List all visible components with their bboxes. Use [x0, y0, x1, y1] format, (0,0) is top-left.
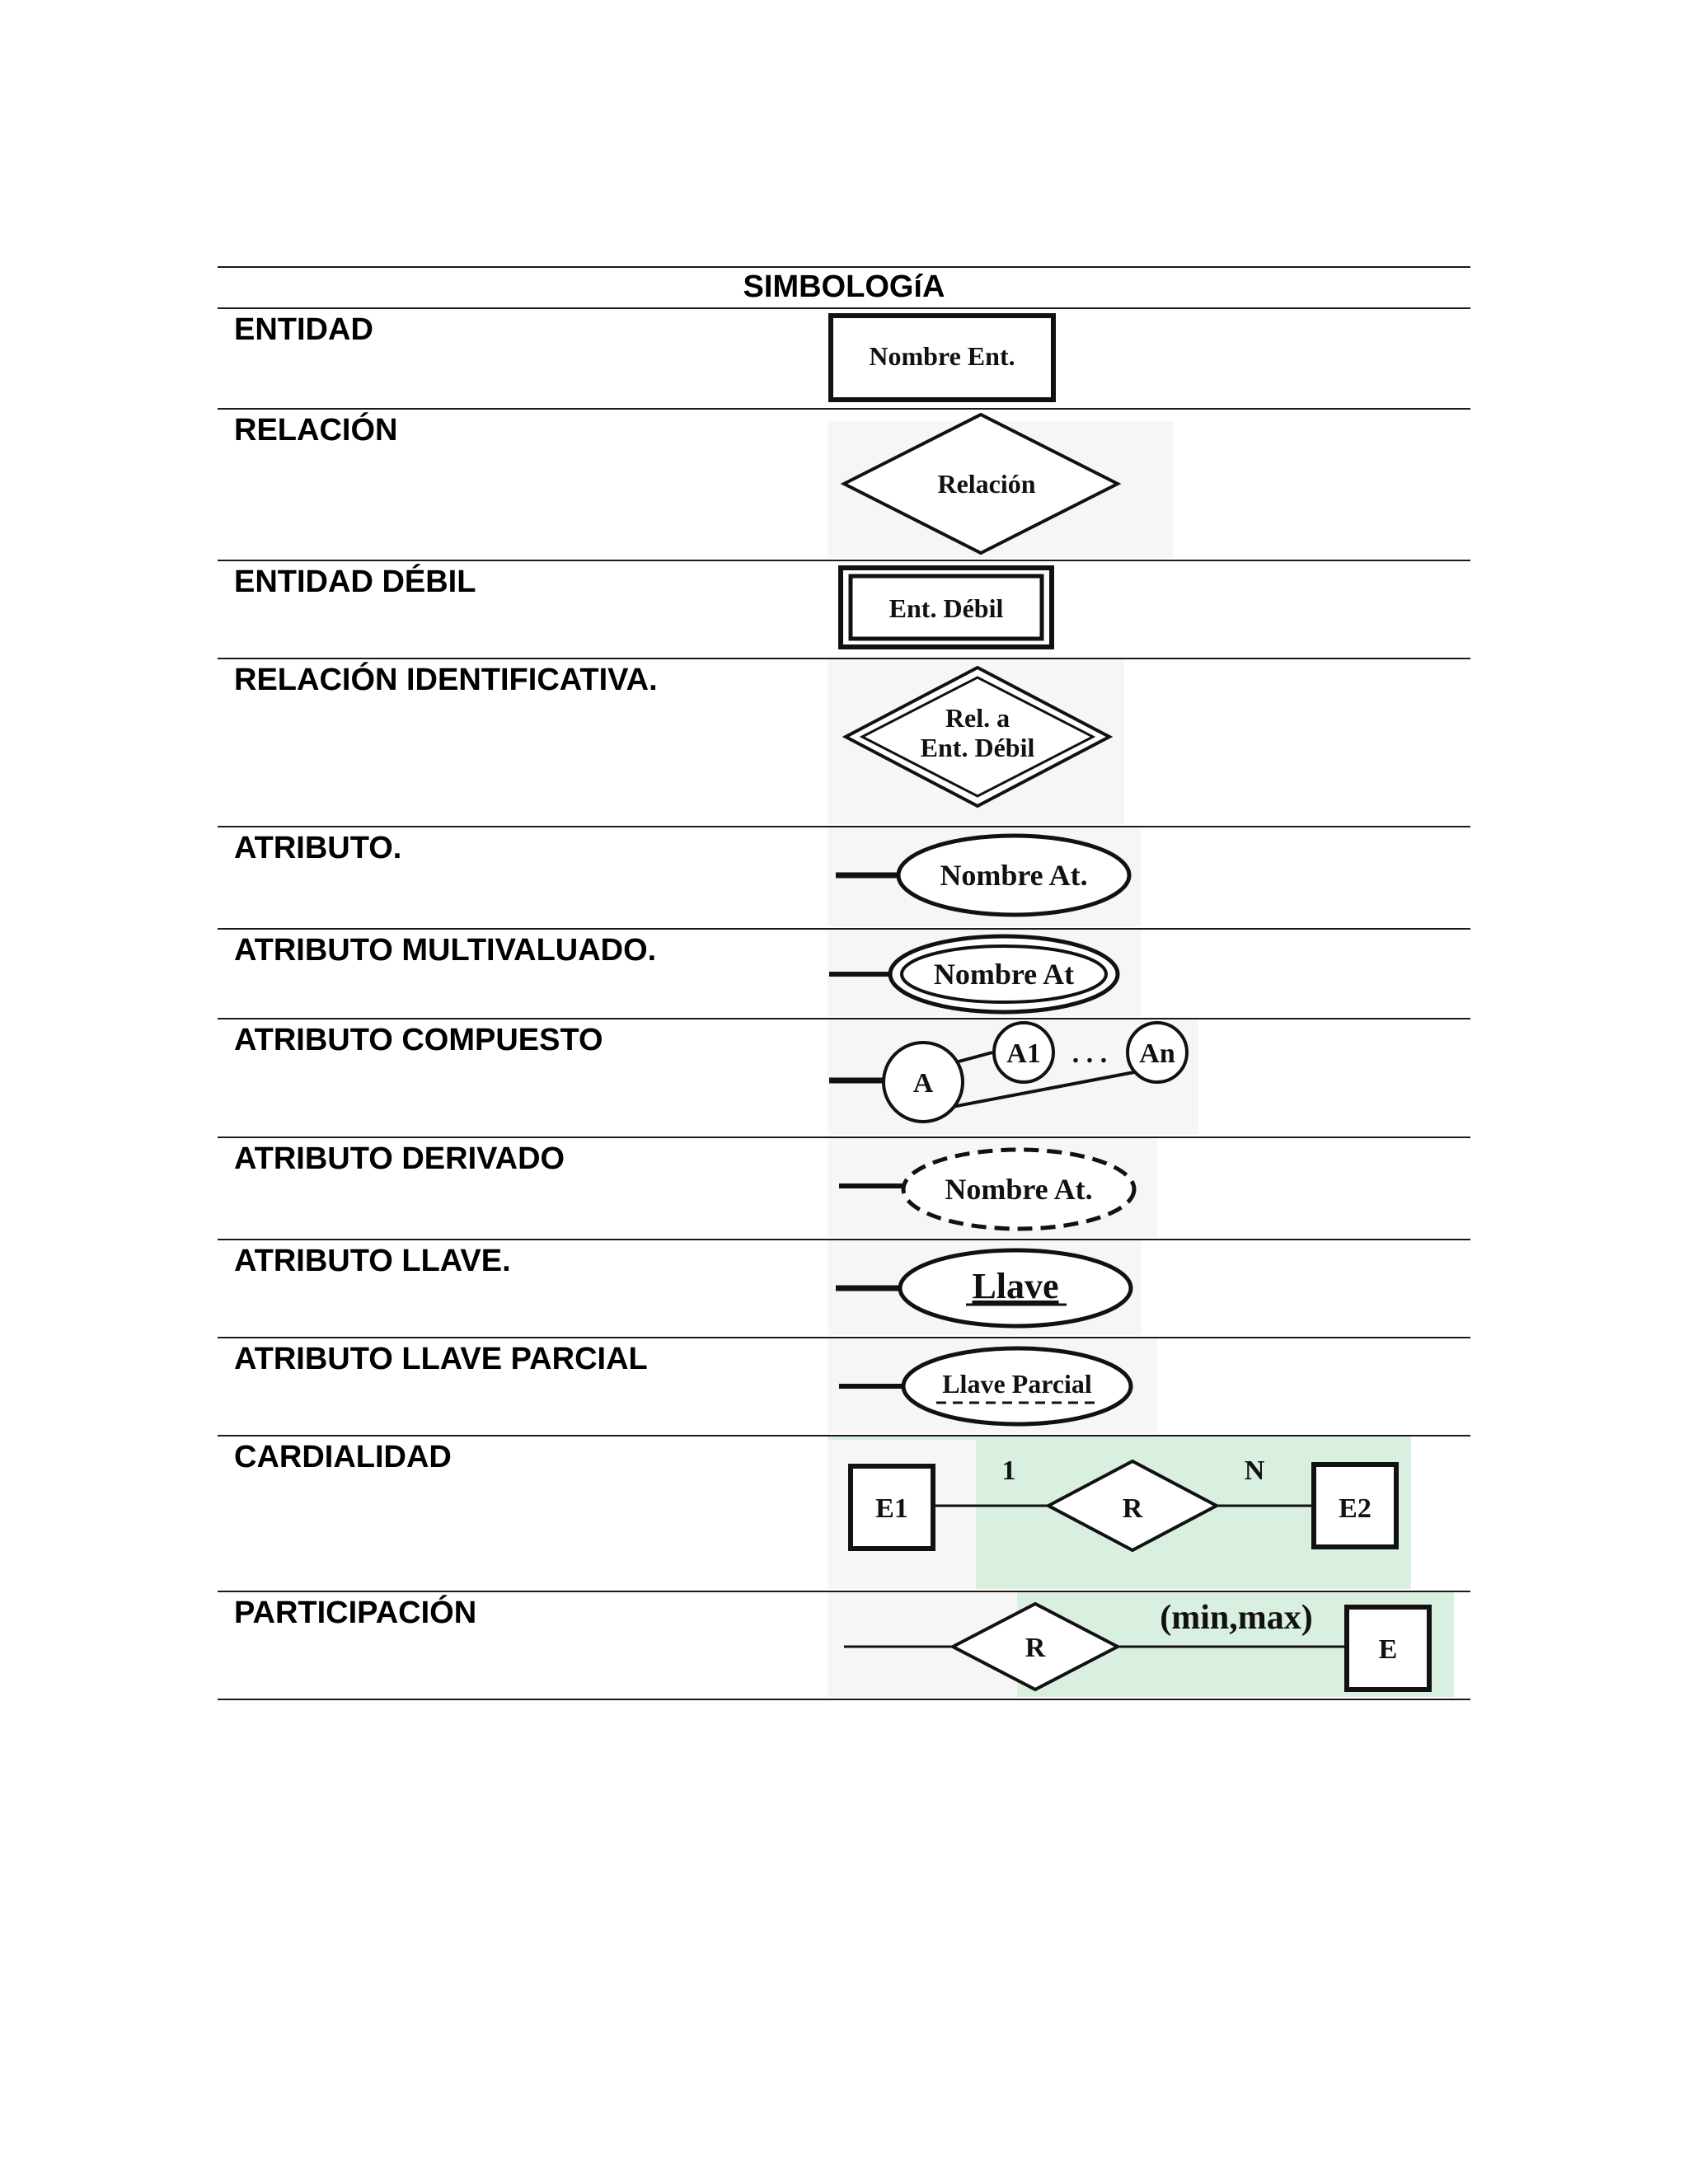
key-attribute-label: Llave [972, 1266, 1059, 1306]
table-row-atributo-multivaluado [218, 930, 1470, 1019]
weak-entity-symbol [828, 561, 1075, 660]
row-label: RELACIÓN [234, 413, 398, 448]
weak-entity-label: Ent. Débil [889, 593, 1004, 623]
relationship-label: Relación [937, 469, 1036, 499]
table-row-atributo-derivado [218, 1138, 1470, 1240]
identifying-relationship-symbol [828, 659, 1124, 828]
row-label: RELACIÓN IDENTIFICATIVA. [234, 663, 658, 697]
row-label: ATRIBUTO. [234, 831, 402, 865]
table-row-atributo-llave-parcial [218, 1338, 1470, 1436]
symbology-table [218, 266, 1470, 1700]
row-label: CARDIALIDAD [234, 1440, 452, 1474]
row-label: ENTIDAD [234, 312, 373, 347]
table-row-atributo-llave [218, 1240, 1470, 1338]
composite-label-an: An [1139, 1038, 1175, 1069]
row-label: ATRIBUTO MULTIVALUADO. [234, 933, 657, 968]
cardinality-one-label: 1 [1001, 1455, 1016, 1486]
row-label: ATRIBUTO LLAVE PARCIAL [234, 1342, 648, 1376]
key-attribute-symbol [828, 1240, 1141, 1339]
participation-minmax-label: (min,max) [1160, 1599, 1313, 1637]
multivalued-label: Nombre At [933, 958, 1075, 991]
row-label: ENTIDAD DÉBIL [234, 565, 476, 599]
table-row-entidad-debil [218, 561, 1470, 659]
identifying-label-line2: Ent. Débil [920, 733, 1035, 762]
table-title: SIMBOLOGíA [743, 269, 945, 304]
relationship-symbol [828, 410, 1174, 562]
cardinality-r-label: R [1122, 1493, 1143, 1524]
table-row-atributo [218, 827, 1470, 930]
table-header [218, 266, 1470, 309]
entity-box-label: Nombre Ent. [869, 341, 1015, 371]
partial-key-attribute-symbol [828, 1338, 1157, 1437]
cardinality-symbol [828, 1436, 1421, 1593]
participation-symbol [828, 1592, 1454, 1701]
row-label: ATRIBUTO DERIVADO [234, 1141, 565, 1176]
derived-attribute-label: Nombre At. [945, 1173, 1093, 1206]
e2-label: E2 [1339, 1493, 1372, 1524]
derived-attribute-symbol [828, 1138, 1157, 1241]
e1-label: E1 [875, 1493, 908, 1524]
partial-key-label: Llave Parcial [942, 1369, 1092, 1399]
cardinality-n-label: N [1244, 1455, 1265, 1486]
attribute-label: Nombre At. [940, 859, 1088, 892]
composite-label-a1: A1 [1006, 1038, 1041, 1069]
table-row-cardialidad [218, 1436, 1470, 1592]
participation-e-label: E [1378, 1634, 1398, 1665]
row-label: ATRIBUTO LLAVE. [234, 1244, 511, 1278]
table-row-entidad [218, 309, 1470, 410]
table-row-participacion [218, 1592, 1470, 1700]
multivalued-attribute-symbol [828, 930, 1141, 1020]
table-row-relacion [218, 410, 1470, 561]
identifying-label-line1: Rel. a [945, 703, 1010, 733]
entity-symbol [828, 309, 1075, 410]
composite-label-dots: . . . [1071, 1038, 1108, 1069]
composite-attribute-symbol [828, 1019, 1198, 1139]
row-label: PARTICIPACIÓN [234, 1596, 477, 1630]
attribute-symbol [828, 827, 1141, 930]
composite-label-a: A [912, 1068, 934, 1099]
row-label: ATRIBUTO COMPUESTO [234, 1023, 603, 1057]
table-row-relacion-identificativa [218, 659, 1470, 827]
participation-r-label: R [1025, 1633, 1046, 1663]
table-row-atributo-compuesto [218, 1019, 1470, 1138]
